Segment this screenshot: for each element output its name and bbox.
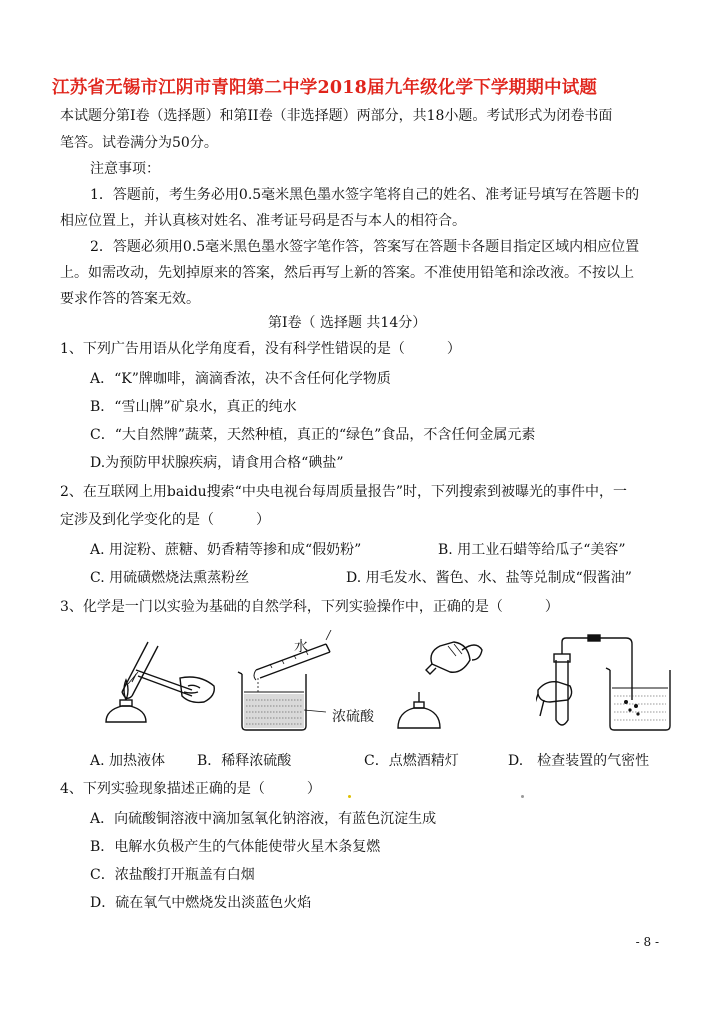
question-4-option-d: D．硫在氧气中燃烧发出淡蓝色火焰 xyxy=(90,895,312,911)
notice-item-1-line-2: 相应位置上，并认真核对姓名、准考证号码是否与本人的相符合。 xyxy=(60,213,466,229)
question-3-figures xyxy=(96,630,696,750)
question-2-option-a: A. 用淀粉、蔗糖、奶香精等掺和成“假奶粉” xyxy=(90,542,362,558)
intro-line-1: 本试题分第Ⅰ卷（选择题）和第II卷（非选择题）两部分，共18小题。考试形式为闭卷书面 xyxy=(60,108,613,124)
question-2-option-d: D. 用毛发水、酱色、水、盐等兑制成“假酱油” xyxy=(346,570,632,586)
notice-item-2-line-3: 要求作答的答案无效。 xyxy=(60,291,200,307)
heating-liquid-figure xyxy=(96,630,226,740)
question-4-stem: 4、下列实验现象描述正确的是（ ） xyxy=(60,781,321,797)
question-3-option-d: D. 检查装置的气密性 xyxy=(508,753,650,769)
question-3-stem: 3、化学是一门以实验为基础的自然学科，下列实验操作中，正确的是（ ） xyxy=(60,599,559,615)
section-heading: 第Ⅰ卷（ 选择题 共14分） xyxy=(268,315,427,331)
notice-item-1-line-1: 1．答题前，考生务必用0.5毫米黑色墨水签字笔将自己的姓名、准考证号填写在答题卡的 xyxy=(90,187,640,203)
exam-title: 江苏省无锡市江阴市青阳第二中学2018届九年级化学下学期期中试题 xyxy=(52,78,598,98)
question-1-option-b: B．“雪山牌”矿泉水，真正的纯水 xyxy=(90,399,297,415)
acid-label: 浓硫酸 xyxy=(332,709,374,725)
question-1-option-a: A．“K”牌咖啡，滴滴香浓，决不含任何化学物质 xyxy=(90,371,391,387)
question-2-stem-line-1: 2、在互联网上用baidu搜索“中央电视台每周质量报告”时，下列搜索到被曝光的事件中，一 xyxy=(60,484,627,500)
notice-heading: 注意事项： xyxy=(90,161,160,177)
question-2-stem-line-2: 定涉及到化学变化的是（ ） xyxy=(60,512,270,528)
grey-dot xyxy=(521,795,524,798)
question-1-stem: 1、下列广告用语从化学角度看，没有科学性错误的是（ ） xyxy=(60,341,461,357)
intro-line-2: 笔答。试卷满分为50分。 xyxy=(60,135,218,151)
yellow-dot xyxy=(348,795,351,798)
question-2-option-b: B. 用工业石蜡等给瓜子“美容” xyxy=(438,542,626,558)
question-2-option-c: C. 用硫磺燃烧法熏蒸粉丝 xyxy=(90,570,250,586)
airtightness-check-figure xyxy=(536,630,686,740)
lighting-lamp-figure xyxy=(392,630,492,740)
question-3-option-c: C．点燃酒精灯 xyxy=(364,753,459,769)
notice-item-2-line-2: 上。如需改动，先划掉原来的答案，然后再写上新的答案。不准使用铅笔和涂改液。不按以上 xyxy=(60,265,634,281)
question-1-option-c: C．“大自然牌”蔬菜，天然种植，真正的“绿色”食品，不含任何金属元素 xyxy=(90,427,536,443)
question-4-option-c: C．浓盐酸打开瓶盖有白烟 xyxy=(90,867,255,883)
notice-item-2-line-1: 2．答题必须用0.5毫米黑色墨水签字笔作答，答案写在答题卡各题目指定区域内相应位置 xyxy=(90,239,640,255)
question-4-option-b: B．电解水负极产生的气体能使带火星木条复燃 xyxy=(90,839,381,855)
question-3-option-a: A. 加热液体 xyxy=(90,753,166,769)
page-number: - 8 - xyxy=(635,935,659,949)
question-4-option-a: A．向硫酸铜溶液中滴加氢氧化钠溶液，有蓝色沉淀生成 xyxy=(90,811,437,827)
question-3-option-b: B．稀释浓硫酸 xyxy=(197,753,292,769)
water-label: 水 xyxy=(294,639,308,655)
question-1-option-d: D.为预防甲状腺疾病，请食用合格“碘盐” xyxy=(90,455,344,471)
